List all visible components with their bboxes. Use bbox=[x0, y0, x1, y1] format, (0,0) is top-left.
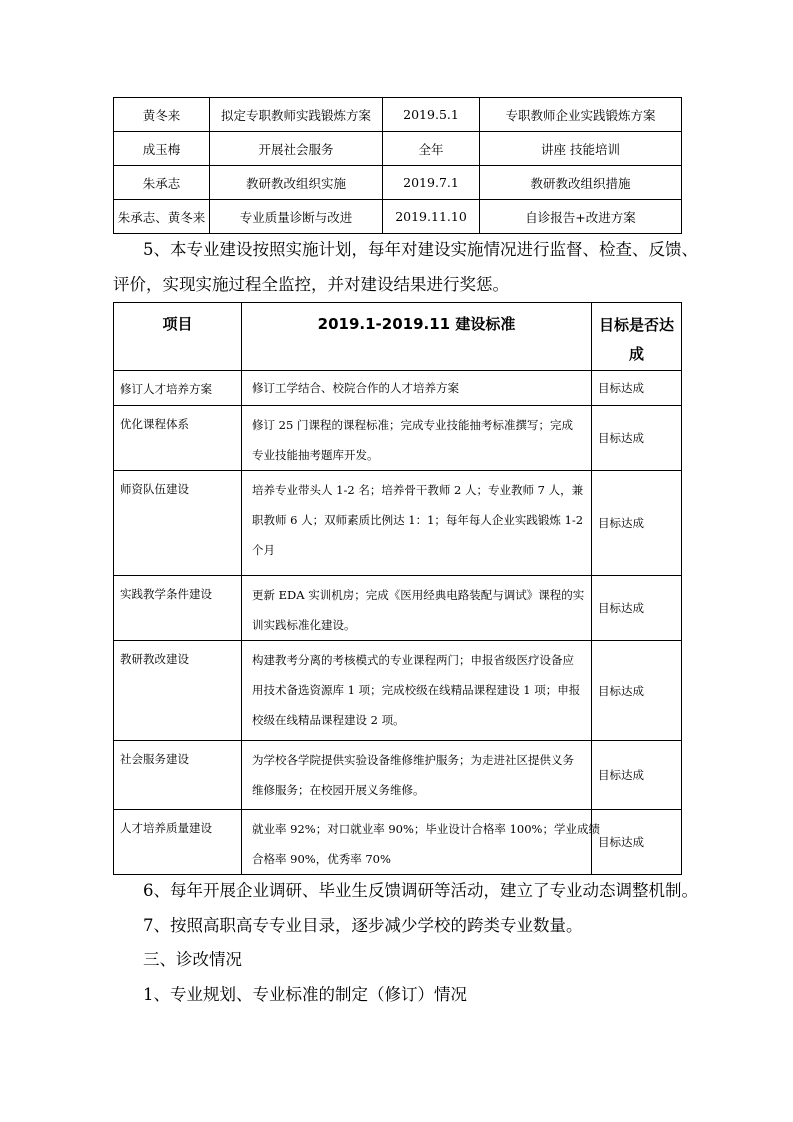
table-row bbox=[114, 471, 682, 576]
table-row bbox=[114, 371, 682, 406]
table-row bbox=[114, 810, 682, 875]
item-cell: 优化课程体系 bbox=[114, 406, 242, 471]
table-row bbox=[114, 741, 682, 810]
table-cell: 成玉梅 bbox=[114, 132, 210, 166]
paragraph-6: 6、每年开展企业调研、毕业生反馈调研等活动，建立了专业动态调整机制。 bbox=[143, 881, 698, 900]
item-cell: 人才培养质量建设 bbox=[114, 810, 242, 875]
status-cell: 目标达成 bbox=[592, 741, 682, 810]
table-cell: 开展社会服务 bbox=[210, 132, 383, 166]
table-header-row bbox=[114, 303, 682, 371]
standard-cell: 为学校各学院提供实验设备维修维护服务；为走进社区提供义务 维修服务；在校园开展义务维修。 bbox=[242, 741, 592, 810]
standard-cell: 构建教考分离的考核模式的专业课程两门；申报省级医疗设备应 用技术备选资源库 1 项；完成校级在线精品课程建设 1 项；申报 校级在线精品课程建设 2 项。 bbox=[242, 641, 592, 741]
table-cell: 讲座 技能培训 bbox=[480, 132, 682, 166]
standard-cell: 修订工学结合、校院合作的人才培养方案 bbox=[242, 371, 592, 406]
table-row bbox=[114, 132, 682, 166]
item-cell: 教研教改建设 bbox=[114, 641, 242, 741]
standard-cell: 更新 EDA 实训机房；完成《医用经典电路装配与调试》课程的实 训实践标准化建设。 bbox=[242, 576, 592, 641]
table-row bbox=[114, 406, 682, 471]
table-cell: 专职教师企业实践锻炼方案 bbox=[480, 98, 682, 132]
table-cell: 专业质量诊断与改进 bbox=[210, 200, 383, 234]
column-header-item: 项目 bbox=[114, 303, 242, 371]
standard-cell: 培养专业带头人 1-2 名；培养骨干教师 2 人；专业教师 7 人，兼 职教师 6 人；双师素质比例达 1：1；每年每人企业实践锻炼 1-2 个月 bbox=[242, 471, 592, 576]
table-row bbox=[114, 166, 682, 200]
table-row bbox=[114, 641, 682, 741]
paragraph-5-line2: 评价，实现实施过程全监控，并对建设结果进行奖惩。 bbox=[113, 275, 509, 294]
table-cell: 全年 bbox=[383, 132, 480, 166]
table-cell: 自诊报告+改进方案 bbox=[480, 200, 682, 234]
status-cell: 目标达成 bbox=[592, 406, 682, 471]
status-cell: 目标达成 bbox=[592, 471, 682, 576]
item-cell: 实践教学条件建设 bbox=[114, 576, 242, 641]
item-cell: 社会服务建设 bbox=[114, 741, 242, 810]
table-cell: 2019.7.1 bbox=[383, 166, 480, 200]
table-cell: 拟定专职教师实践锻炼方案 bbox=[210, 98, 383, 132]
table-cell: 教研教改组织实施 bbox=[210, 166, 383, 200]
schedule-table bbox=[113, 97, 682, 234]
section-heading-3: 三、诊改情况 bbox=[143, 950, 242, 969]
standards-table bbox=[113, 302, 682, 875]
paragraph-5-line1: 5、本专业建设按照实施计划，每年对建设实施情况进行监督、检查、反馈、 bbox=[143, 240, 698, 259]
standard-cell: 就业率 92%；对口就业率 90%；毕业设计合格率 100%；学业成绩 合格率 90%，优秀率 70% bbox=[242, 810, 592, 875]
table-cell: 2019.5.1 bbox=[383, 98, 480, 132]
table-row bbox=[114, 200, 682, 234]
column-header-standard: 2019.1-2019.11 建设标准 bbox=[242, 303, 592, 371]
column-header-status: 目标是否达成 bbox=[592, 303, 682, 371]
item-cell: 修订人才培养方案 bbox=[114, 371, 242, 406]
paragraph-7: 7、按照高职高专专业目录，逐步减少学校的跨类专业数量。 bbox=[143, 916, 583, 935]
standard-cell: 修订 25 门课程的课程标准；完成专业技能抽考标准撰写；完成 专业技能抽考题库开发。 bbox=[242, 406, 592, 471]
subsection-heading-1: 1、专业规划、专业标准的制定（修订）情况 bbox=[143, 985, 467, 1004]
table-cell: 黄冬来 bbox=[114, 98, 210, 132]
table-cell: 朱承志 bbox=[114, 166, 210, 200]
table-row bbox=[114, 98, 682, 132]
status-cell: 目标达成 bbox=[592, 576, 682, 641]
table-cell: 朱承志、黄冬来 bbox=[114, 200, 210, 234]
status-cell: 目标达成 bbox=[592, 641, 682, 741]
item-cell: 师资队伍建设 bbox=[114, 471, 242, 576]
table-cell: 2019.11.10 bbox=[383, 200, 480, 234]
table-cell: 教研教改组织措施 bbox=[480, 166, 682, 200]
status-cell: 目标达成 bbox=[592, 810, 682, 875]
table-row bbox=[114, 576, 682, 641]
status-cell: 目标达成 bbox=[592, 371, 682, 406]
